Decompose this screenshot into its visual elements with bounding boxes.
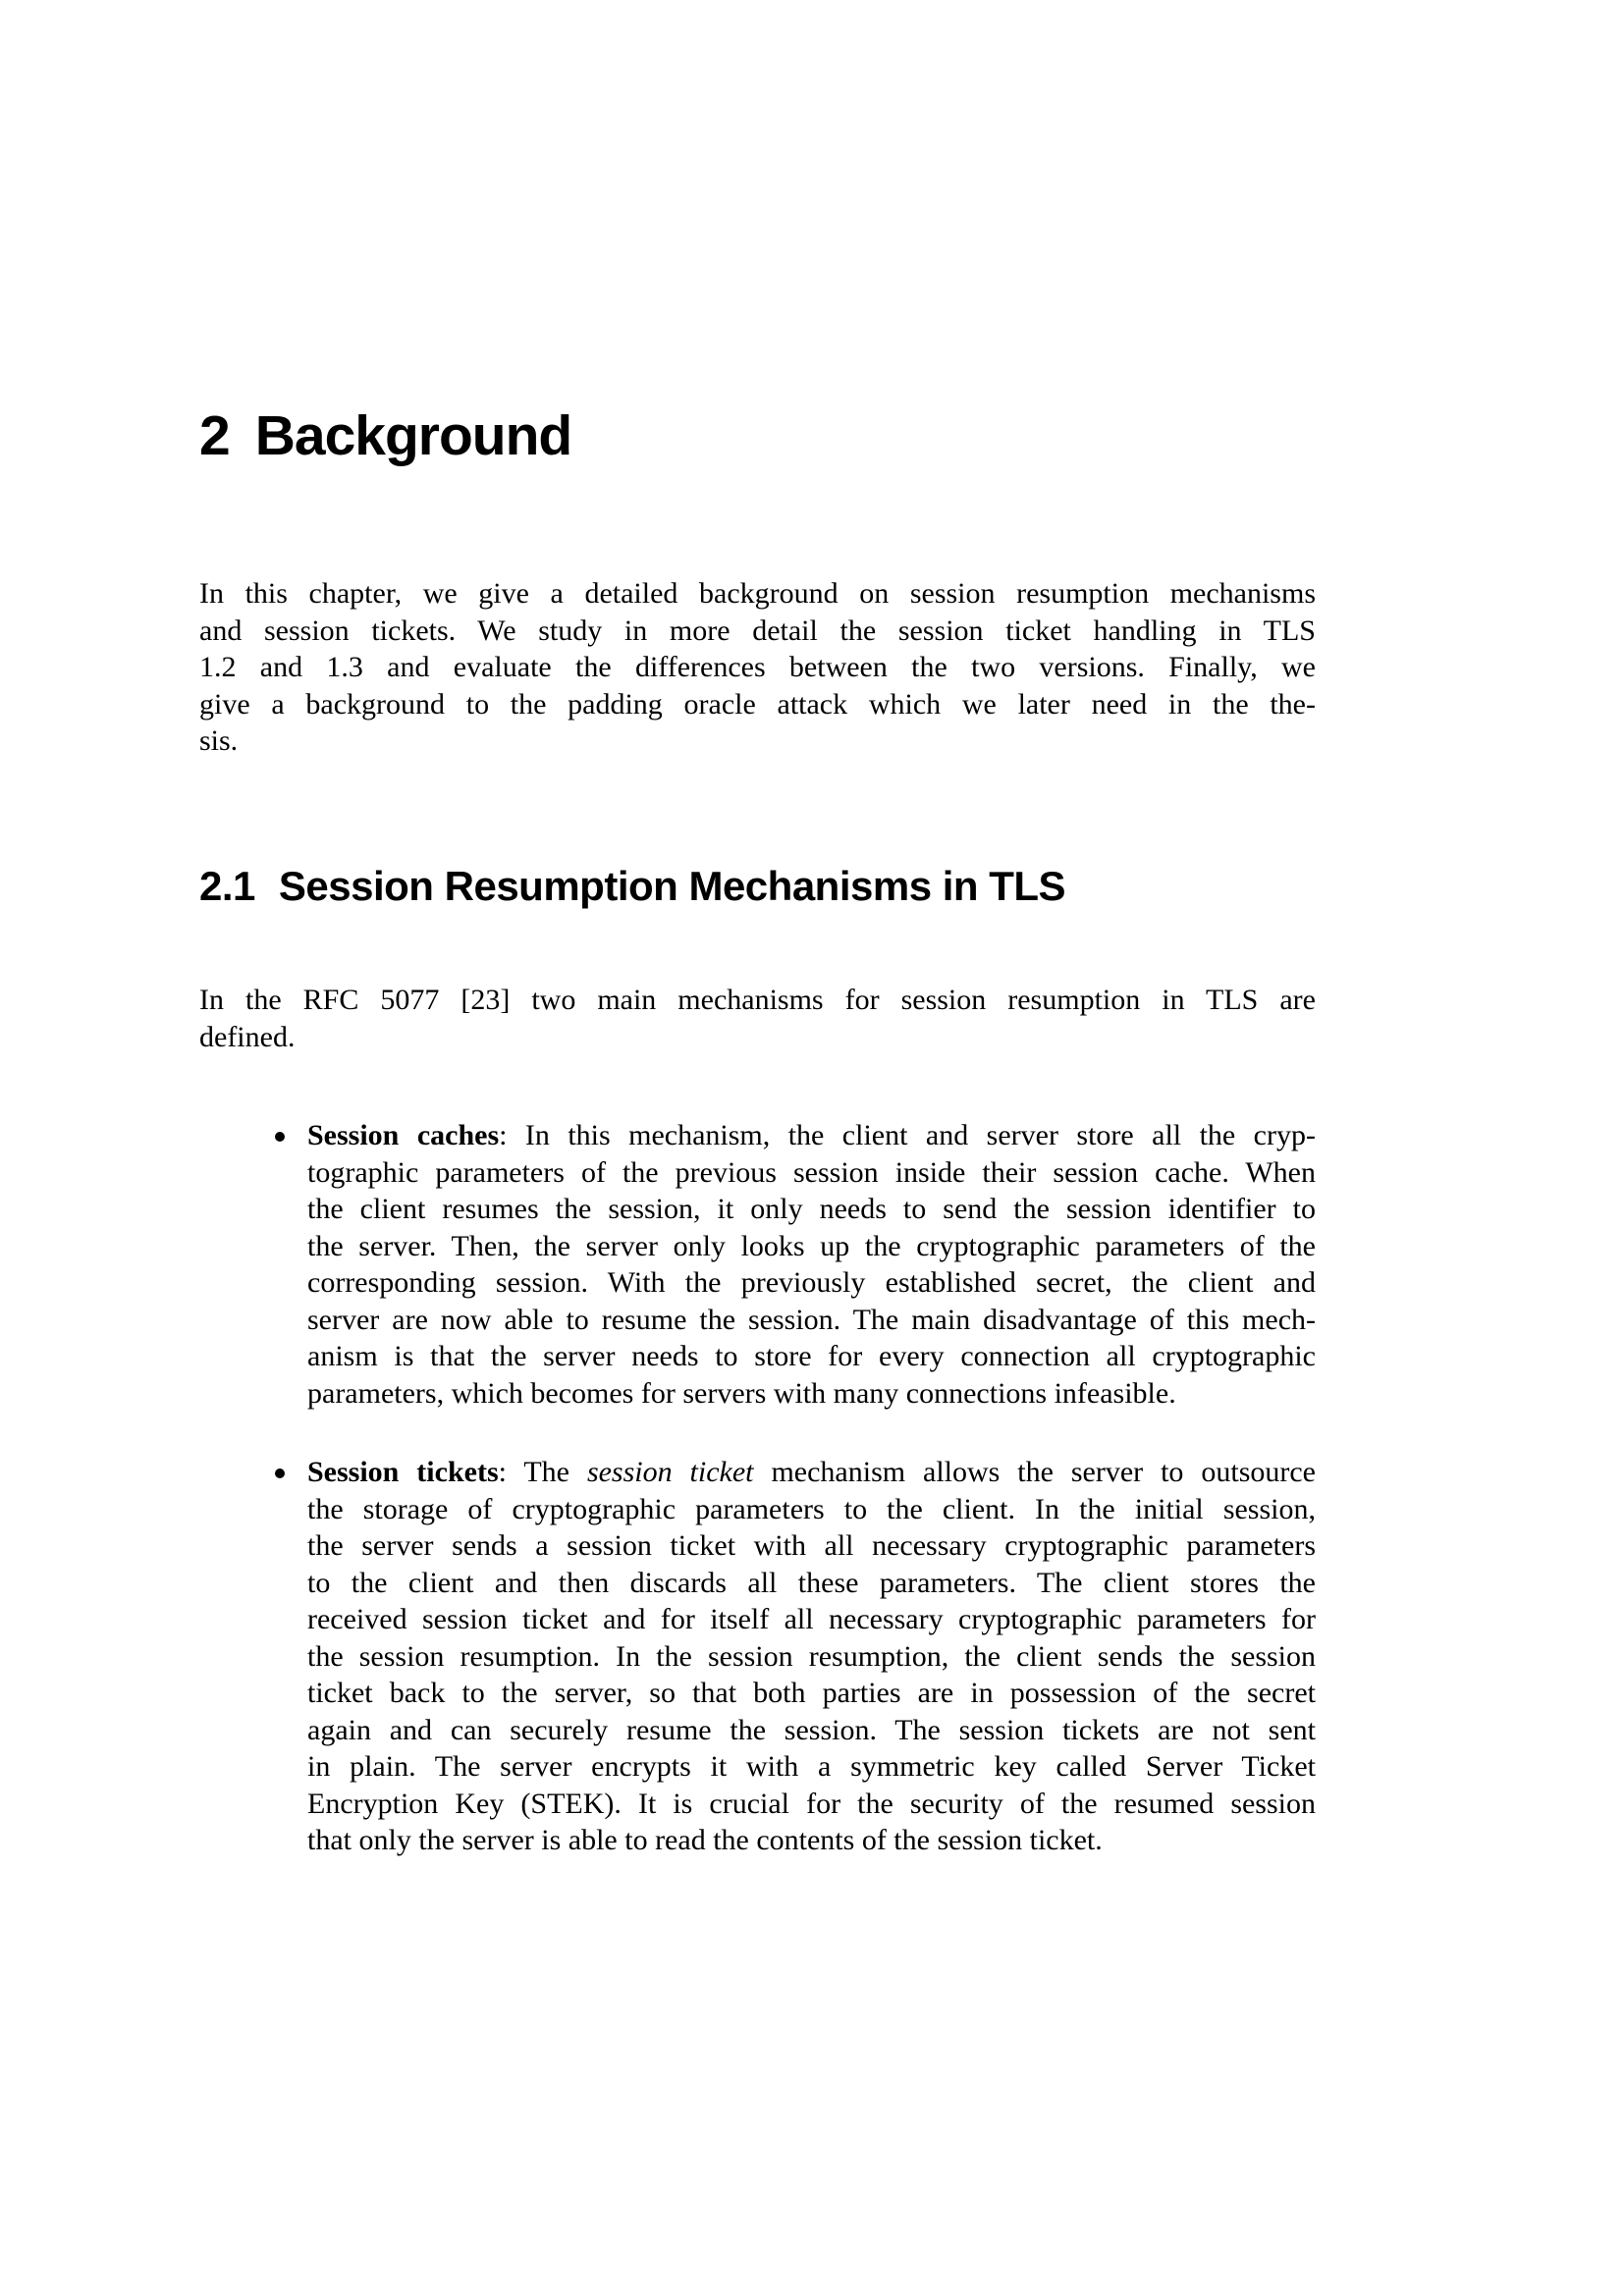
text-line: and session tickets. We study in more detail the session ticket handling in TLS — [199, 614, 1316, 647]
bullet-item-text — [307, 1117, 1316, 1412]
text-line: the client resumes the session, it only needs to send the session identifier to — [307, 1193, 1316, 1225]
chapter-heading — [199, 405, 571, 467]
text-line: parameters, which becomes for servers with many connections infeasible. — [307, 1376, 1176, 1410]
section-heading — [199, 863, 1065, 910]
text-line: sis. — [199, 724, 239, 757]
bullet-icon — [275, 1132, 285, 1142]
text-line: the server. Then, the server only looks up the cryptographic parameters of the — [307, 1229, 1316, 1262]
text-line: again and can securely resume the session. The session tickets are not sent — [307, 1713, 1316, 1746]
text-line: anism is that the server needs to store for every connection all cryptographic — [307, 1340, 1316, 1372]
bullet-list — [199, 1117, 1316, 1859]
bullet-icon — [275, 1468, 285, 1478]
section-number: 2.1 — [199, 863, 255, 909]
text-line: the storage of cryptographic parameters to the client. In the initial session, — [307, 1492, 1316, 1525]
text-line: tographic parameters of the previous session inside their session cache. When — [307, 1155, 1316, 1189]
text-line: ticket back to the server, so that both parties are in possession of the secret — [307, 1677, 1316, 1709]
text-line: 1.2 and 1.3 and evaluate the differences between the two versions. Finally, we — [199, 651, 1316, 683]
text-line: In this chapter, we give a detailed background on session resumption mechanisms — [199, 577, 1316, 610]
text-line: Session caches: In this mechanism, the client and server store all the cryp- — [307, 1119, 1316, 1151]
text-line: the session resumption. In the session resumption, the client sends the session — [307, 1639, 1316, 1673]
chapter-intro-paragraph — [199, 575, 1316, 760]
text-line: in plain. The server encrypts it with a symmetric key called Server Ticket — [307, 1750, 1316, 1783]
text-line: to the client and then discards all these parameters. The client stores the — [307, 1566, 1316, 1599]
text-line: give a background to the padding oracle attack which we later need in the the- — [199, 687, 1316, 721]
section-intro-paragraph — [199, 982, 1316, 1055]
text-line: Session tickets: The session ticket mechanism allows the server to outsource — [307, 1456, 1316, 1488]
bullet-item-session-tickets — [199, 1454, 1316, 1859]
chapter-number: 2 — [199, 404, 230, 467]
text-line: received session ticket and for itself all necessary cryptographic parameters for — [307, 1603, 1316, 1635]
chapter-title: Background — [254, 404, 572, 467]
text-line: the server sends a session ticket with all necessary cryptographic parameters — [307, 1529, 1316, 1562]
section-title: Session Resumption Mechanisms in TLS — [278, 863, 1066, 909]
bullet-item-text — [307, 1454, 1316, 1859]
text-line: Encryption Key (STEK). It is crucial for the security of the resumed session — [307, 1787, 1316, 1820]
text-line: In the RFC 5077 [23] two main mechanisms for session resumption in TLS are — [199, 984, 1316, 1016]
bullet-item-session-caches — [199, 1117, 1316, 1412]
text-line: server are now able to resume the session. The main disadvantage of this mech- — [307, 1303, 1316, 1336]
text-line: corresponding session. With the previously established secret, the client and — [307, 1266, 1316, 1299]
text-line: defined. — [199, 1020, 296, 1053]
text-line: that only the server is able to read the contents of the session ticket. — [307, 1824, 1103, 1856]
